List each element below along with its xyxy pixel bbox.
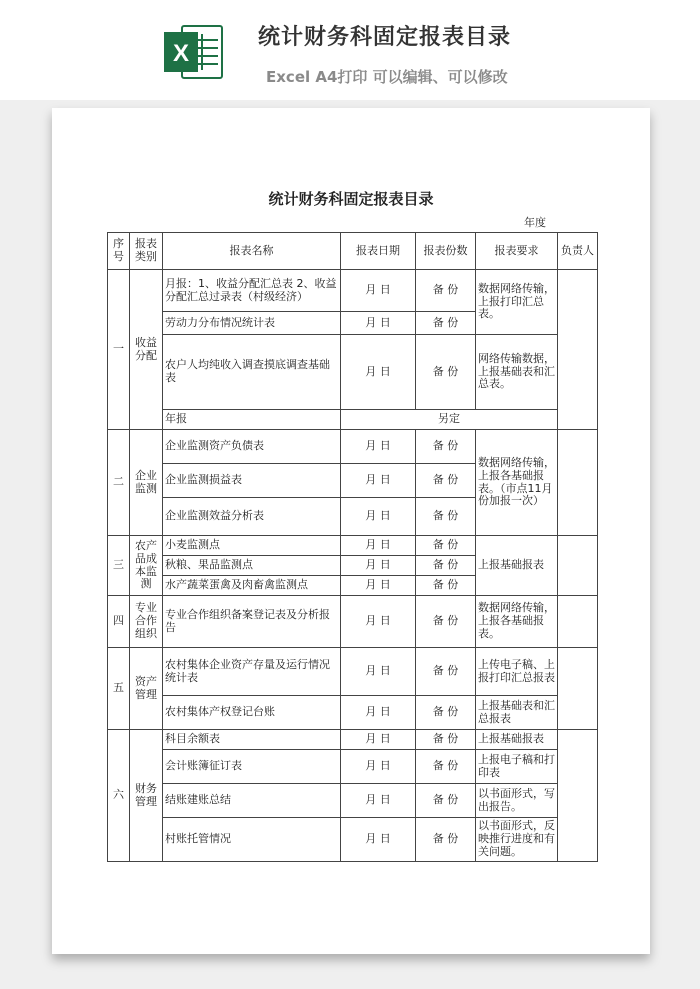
- group-category: 农产品成本监测: [130, 536, 163, 596]
- report-name: 企业监测效益分析表: [163, 498, 341, 536]
- report-date: 月 日: [341, 536, 416, 556]
- report-date: 月 日: [341, 556, 416, 576]
- table-row: [108, 818, 598, 862]
- report-name: 秋粮、果品监测点: [163, 556, 341, 576]
- document-sheet: [52, 108, 650, 954]
- responsible-person: [558, 536, 598, 596]
- report-requirement: 上报基础表和汇总报表: [476, 696, 558, 730]
- responsible-person: [558, 648, 598, 730]
- table-row: [108, 696, 598, 730]
- responsible-person: [558, 430, 598, 536]
- report-name: 劳动力分布情况统计表: [163, 312, 341, 335]
- report-date: 月 日: [341, 464, 416, 498]
- group-category: 资产管理: [130, 648, 163, 730]
- group-category: 财务管理: [130, 730, 163, 862]
- report-requirement: 上传电子稿、上报打印汇总报表: [476, 648, 558, 696]
- main-title: 统计财务科固定报表目录: [258, 25, 512, 50]
- table-row: [108, 430, 598, 464]
- report-name: 小麦监测点: [163, 536, 341, 556]
- report-name: 农村集体企业资产存量及运行情况统计表: [163, 648, 341, 696]
- page-header: [0, 0, 700, 100]
- column-header: 负责人: [558, 233, 598, 270]
- column-header: 报表要求: [476, 233, 558, 270]
- subtitle: Excel A4打印 可以编辑、可以修改: [266, 68, 508, 86]
- report-requirement: 以书面形式，写出报告。: [476, 784, 558, 818]
- report-copies: 备 份: [416, 818, 476, 862]
- report-requirement: 上报基础报表: [476, 730, 558, 750]
- group-category: 收益分配: [130, 270, 163, 430]
- responsible-person: [558, 596, 598, 648]
- report-copies: 备 份: [416, 596, 476, 648]
- column-header: 序号: [108, 233, 130, 270]
- report-name: 月报：1、收益分配汇总表 2、收益分配汇总过录表（村级经济）: [163, 270, 341, 312]
- responsible-person: [558, 270, 598, 430]
- group-category: 专业合作组织: [130, 596, 163, 648]
- table-row: [108, 335, 598, 410]
- report-name: 农户人均纯收入调查摸底调查基础表: [163, 335, 341, 410]
- group-category: 企业监测: [130, 430, 163, 536]
- report-requirement: 网络传输数据，上报基础表和汇总表。: [476, 335, 558, 410]
- year-label: 年度: [524, 216, 546, 229]
- group-number: 一: [108, 270, 130, 430]
- report-name: 会计账簿征订表: [163, 750, 341, 784]
- report-date: 月 日: [341, 648, 416, 696]
- report-table: [107, 232, 598, 862]
- report-requirement: 数据网络传输，上报各基础报表。: [476, 596, 558, 648]
- table-row: [108, 536, 598, 556]
- group-number: 六: [108, 730, 130, 862]
- report-copies: 备 份: [416, 464, 476, 498]
- report-date: 月 日: [341, 430, 416, 464]
- svg-text:X: X: [172, 40, 190, 67]
- table-row: [108, 784, 598, 818]
- report-copies: 备 份: [416, 536, 476, 556]
- report-name: 企业监测损益表: [163, 464, 341, 498]
- report-requirement: 数据网络传输，上报各基础报表。（市点11月份加报一次）: [476, 430, 558, 536]
- report-copies: 备 份: [416, 730, 476, 750]
- report-date: 月 日: [341, 750, 416, 784]
- report-copies: 备 份: [416, 784, 476, 818]
- report-copies: 备 份: [416, 556, 476, 576]
- table-row: [108, 270, 598, 312]
- table-header-row: [108, 233, 598, 270]
- column-header: 报表名称: [163, 233, 341, 270]
- report-date: 月 日: [341, 730, 416, 750]
- report-requirement: 数据网络传输，上报打印汇总表。: [476, 270, 558, 335]
- table-row: [108, 596, 598, 648]
- report-name: 科目余额表: [163, 730, 341, 750]
- table-row: [108, 410, 598, 430]
- table-row: [108, 730, 598, 750]
- responsible-person: [558, 730, 598, 862]
- report-name: 农村集体产权登记台账: [163, 696, 341, 730]
- report-date: 月 日: [341, 270, 416, 312]
- table-row: [108, 750, 598, 784]
- report-copies: 备 份: [416, 312, 476, 335]
- column-header: 报表份数: [416, 233, 476, 270]
- report-date: 月 日: [341, 696, 416, 730]
- column-header: 报表类别: [130, 233, 163, 270]
- report-requirement: 上报基础报表: [476, 536, 558, 596]
- report-date: 月 日: [341, 312, 416, 335]
- report-name: 企业监测资产负债表: [163, 430, 341, 464]
- group-number: 三: [108, 536, 130, 596]
- report-date: 月 日: [341, 335, 416, 410]
- report-name: 专业合作组织备案登记表及分析报告: [163, 596, 341, 648]
- report-date: 月 日: [341, 576, 416, 596]
- group-number: 二: [108, 430, 130, 536]
- report-date: 月 日: [341, 498, 416, 536]
- document-title: 统计财务科固定报表目录: [268, 190, 434, 208]
- group-number: 五: [108, 648, 130, 730]
- report-copies: 备 份: [416, 430, 476, 464]
- report-copies: 备 份: [416, 498, 476, 536]
- report-copies: 备 份: [416, 270, 476, 312]
- report-date: 月 日: [341, 596, 416, 648]
- report-requirement: 以书面形式，反映推行进度和有关问题。: [476, 818, 558, 862]
- report-copies: 备 份: [416, 696, 476, 730]
- report-copies: 备 份: [416, 750, 476, 784]
- report-name: 水产蔬菜蛋禽及肉畜禽监测点: [163, 576, 341, 596]
- report-name: 年报: [163, 410, 341, 430]
- report-name: 村账托管情况: [163, 818, 341, 862]
- merged-note: 另定: [341, 410, 558, 430]
- report-date: 月 日: [341, 784, 416, 818]
- report-copies: 备 份: [416, 576, 476, 596]
- report-requirement: 上报电子稿和打印表: [476, 750, 558, 784]
- report-copies: 备 份: [416, 648, 476, 696]
- table-row: [108, 648, 598, 696]
- report-name: 结账建账总结: [163, 784, 341, 818]
- group-number: 四: [108, 596, 130, 648]
- column-header: 报表日期: [341, 233, 416, 270]
- report-copies: 备 份: [416, 335, 476, 410]
- excel-icon: [162, 20, 226, 84]
- report-date: 月 日: [341, 818, 416, 862]
